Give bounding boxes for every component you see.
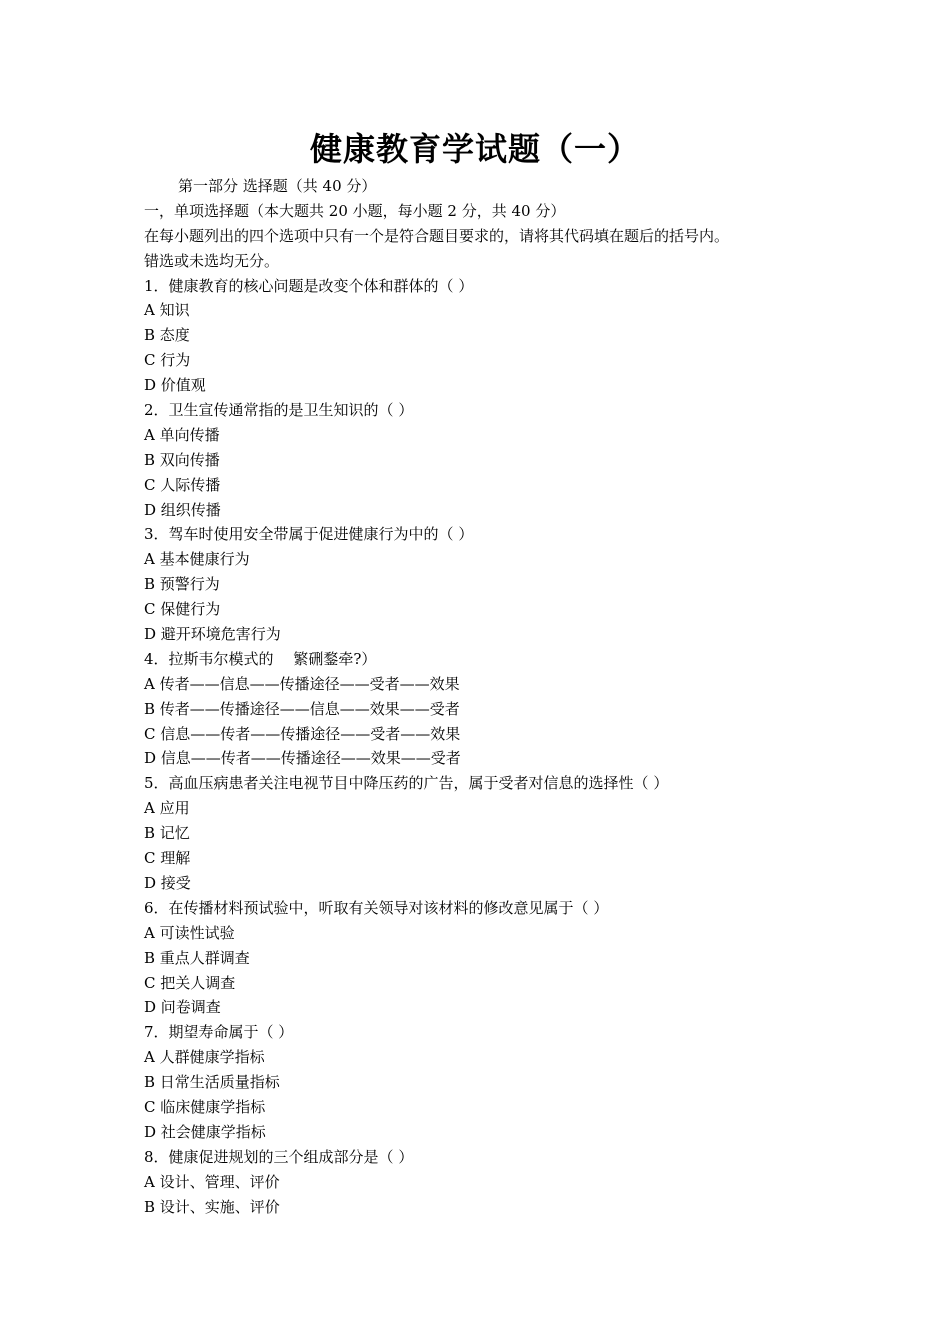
option-a: A 可读性试验 bbox=[144, 923, 235, 942]
option-d: D 接受 bbox=[144, 873, 191, 892]
option-a: A 单向传播 bbox=[144, 425, 220, 444]
option-a: A 设计、管理、评价 bbox=[144, 1172, 280, 1191]
option-d: D 问卷调查 bbox=[144, 998, 221, 1017]
instruction-line: 在每小题列出的四个选项中只有一个是符合题目要求的，请将其代码填在题后的括号内。 bbox=[144, 226, 730, 245]
question-text: 1．健康教育的核心问题是改变个体和群体的（ ） bbox=[144, 276, 474, 295]
option-b: B 重点人群调查 bbox=[144, 948, 250, 967]
question-text: 8．健康促进规划的三个组成部分是（ ） bbox=[144, 1147, 414, 1166]
option-b: B 预警行为 bbox=[144, 575, 220, 594]
section-heading: 一，单项选择题（本大题共 20 小题，每小题 2 分，共 40 分） bbox=[144, 201, 566, 220]
question-text: 4．拉斯韦尔模式的 繁硎鍪牵?） bbox=[144, 649, 377, 668]
option-b: B 双向传播 bbox=[144, 450, 220, 469]
option-d: D 社会健康学指标 bbox=[144, 1122, 266, 1141]
option-c: C 保健行为 bbox=[144, 600, 221, 619]
option-a: A 传者——信息——传播途径——受者——效果 bbox=[144, 674, 460, 693]
option-a: A 人群健康学指标 bbox=[144, 1048, 265, 1067]
question-8 bbox=[144, 1145, 844, 1220]
option-d: D 价值观 bbox=[144, 376, 206, 395]
option-c: C 把关人调查 bbox=[144, 973, 236, 992]
question-7 bbox=[144, 1020, 844, 1144]
option-b: B 记忆 bbox=[144, 824, 190, 843]
option-c: C 行为 bbox=[144, 351, 191, 370]
question-text: 3．驾车时使用安全带属于促进健康行为中的（ ） bbox=[144, 525, 474, 544]
question-text: 6．在传播材料预试验中，听取有关领导对该材料的修改意见属于（ ） bbox=[144, 898, 609, 917]
part-heading: 第一部分 选择题（共 40 分） bbox=[178, 177, 377, 195]
option-a: A 基本健康行为 bbox=[144, 550, 250, 569]
question-2 bbox=[144, 398, 844, 522]
question-text: 5．高血压病患者关注电视节目中降压药的广告，属于受者对信息的选择性（ ） bbox=[144, 774, 669, 793]
question-text: 7．期望寿命属于（ ） bbox=[144, 1023, 294, 1042]
page-title: 健康教育学试题（一） bbox=[309, 130, 640, 168]
document-body bbox=[144, 174, 844, 1219]
option-c: C 信息——传者——传播途径——受者——效果 bbox=[144, 724, 461, 743]
option-a: A 知识 bbox=[144, 301, 190, 320]
question-3 bbox=[144, 522, 844, 646]
option-b: B 日常生活质量指标 bbox=[144, 1073, 280, 1092]
option-b: B 态度 bbox=[144, 326, 190, 345]
question-6 bbox=[144, 896, 844, 1020]
question-5 bbox=[144, 771, 844, 895]
option-d: D 信息——传者——传播途径——效果——受者 bbox=[144, 749, 461, 768]
question-4 bbox=[144, 647, 844, 771]
option-c: C 人际传播 bbox=[144, 475, 221, 494]
instruction-line: 错选或未选均无分。 bbox=[144, 251, 280, 270]
option-b: B 设计、实施、评价 bbox=[144, 1197, 280, 1216]
option-b: B 传者——传播途径——信息——效果——受者 bbox=[144, 699, 460, 718]
option-d: D 组织传播 bbox=[144, 500, 221, 519]
question-text: 2．卫生宣传通常指的是卫生知识的（ ） bbox=[144, 401, 414, 420]
question-1 bbox=[144, 274, 844, 398]
option-a: A 应用 bbox=[144, 799, 190, 818]
option-c: C 理解 bbox=[144, 849, 191, 868]
option-c: C 临床健康学指标 bbox=[144, 1097, 266, 1116]
option-d: D 避开环境危害行为 bbox=[144, 625, 281, 644]
